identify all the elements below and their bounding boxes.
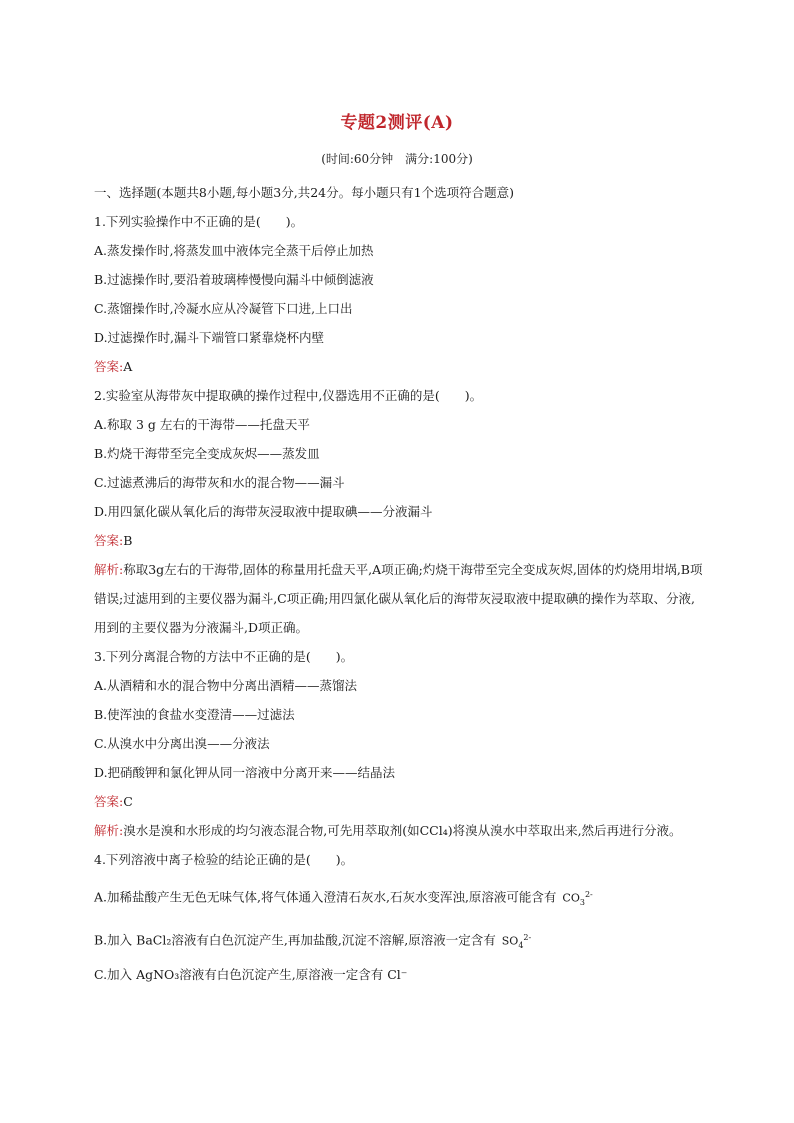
answer-value: A — [123, 359, 133, 374]
question-2-option-d: D.用四氯化碳从氧化后的海带灰浸取液中提取碘——分液漏斗 — [94, 504, 433, 519]
question-4-option-c: C.加入 AgNO₃溶液有白色沉淀产生,原溶液一定含有 Cl⁻ — [94, 966, 408, 982]
carbonate-ion-formula — [562, 880, 592, 917]
option-text: B.加入 BaCl₂溶液有白色沉淀产生,再加盐酸,沉淀不溶解,原溶液一定含有 — [94, 932, 496, 948]
sulfate-ion-formula — [502, 923, 531, 960]
document-body — [94, 178, 706, 989]
answer-label: 答案: — [94, 794, 124, 809]
answer-label: 答案: — [94, 533, 124, 548]
analysis-text: 溴水是溴和水形成的均匀液态混合物,可先用萃取剂(如CCl₄)将溴从溴水中萃取出来,然后再进行分液。 — [123, 823, 682, 838]
question-2-option-c: C.过滤煮沸后的海带灰和水的混合物——漏斗 — [94, 475, 345, 490]
question-3-option-a: A.从酒精和水的混合物中分离出酒精——蒸馏法 — [94, 678, 358, 693]
question-1-stem: 1.下列实验操作中不正确的是( )。 — [94, 214, 304, 229]
answer-label: 答案: — [94, 359, 124, 374]
question-3-answer — [94, 787, 706, 816]
question-1-option-b: B.过滤操作时,要沿着玻璃棒慢慢向漏斗中倾倒滤液 — [94, 272, 374, 287]
question-1-option-a: A.蒸发操作时,将蒸发皿中液体完全蒸干后停止加热 — [94, 243, 374, 258]
question-3-stem: 3.下列分离混合物的方法中不正确的是( )。 — [94, 649, 354, 664]
analysis-label: 解析: — [94, 562, 124, 577]
question-2-option-b: B.灼烧干海带至完全变成灰烬——蒸发皿 — [94, 446, 320, 461]
ion-symbol: C — [562, 891, 571, 905]
question-2-stem: 2.实验室从海带灰中提取碘的操作过程中,仪器选用不正确的是( )。 — [94, 388, 483, 403]
answer-value: C — [123, 794, 133, 809]
ion-charge: 2- — [523, 932, 532, 942]
question-4-option-b — [94, 923, 706, 960]
option-text: A.加稀盐酸产生无色无味气体,将气体通入澄清石灰水,石灰水变浑浊,原溶液可能含有 — [94, 889, 557, 905]
answer-value: B — [123, 533, 133, 548]
question-4-option-a — [94, 880, 706, 917]
ion-charge: 2- — [584, 890, 593, 899]
question-4-stem: 4.下列溶液中离子检验的结论正确的是( )。 — [94, 852, 354, 867]
question-2-answer — [94, 526, 706, 555]
ion-oxygen: O — [509, 934, 519, 948]
ion-symbol: S — [501, 934, 510, 948]
question-2-analysis — [94, 555, 706, 642]
question-1-answer — [94, 352, 706, 381]
question-3-analysis — [94, 816, 706, 845]
question-3-option-b: B.使浑浊的食盐水变澄清——过滤法 — [94, 707, 295, 722]
analysis-text: 称取3g左右的干海带,固体的称量用托盘天平,A项正确;灼烧干海带至完全变成灰烬,固体的灼烧用坩埚,B项错误;过滤用到的主要仪器为漏斗,C项正确;用四氯化碳从氧化后的海带灰浸取液中提取碘的操作为萃取、分液,用到的主要仪器为分液漏斗,D项正确。 — [94, 562, 703, 635]
page-subtitle: (时间:60分钟 满分:100分) — [321, 152, 473, 166]
question-3-option-c: C.从溴水中分离出溴——分液法 — [94, 736, 270, 751]
ion-oxygen: O — [570, 891, 580, 905]
question-1-option-d: D.过滤操作时,漏斗下端管口紧靠烧杯内壁 — [94, 330, 325, 345]
analysis-label: 解析: — [94, 823, 124, 838]
question-3-option-d: D.把硝酸钾和氯化钾从同一溶液中分离开来——结晶法 — [94, 765, 396, 780]
ion-subscript: 3 — [579, 897, 585, 907]
page-title: 专题2测评(A) — [340, 113, 454, 133]
question-1-option-c: C.蒸馏操作时,冷凝水应从冷凝管下口进,上口出 — [94, 301, 353, 316]
section-heading: 一、选择题(本题共8小题,每小题3分,共24分。每小题只有1个选项符合题意) — [94, 185, 514, 200]
question-2-option-a: A.称取 3 g 左右的干海带——托盘天平 — [94, 417, 310, 432]
ion-subscript: 4 — [518, 940, 524, 950]
